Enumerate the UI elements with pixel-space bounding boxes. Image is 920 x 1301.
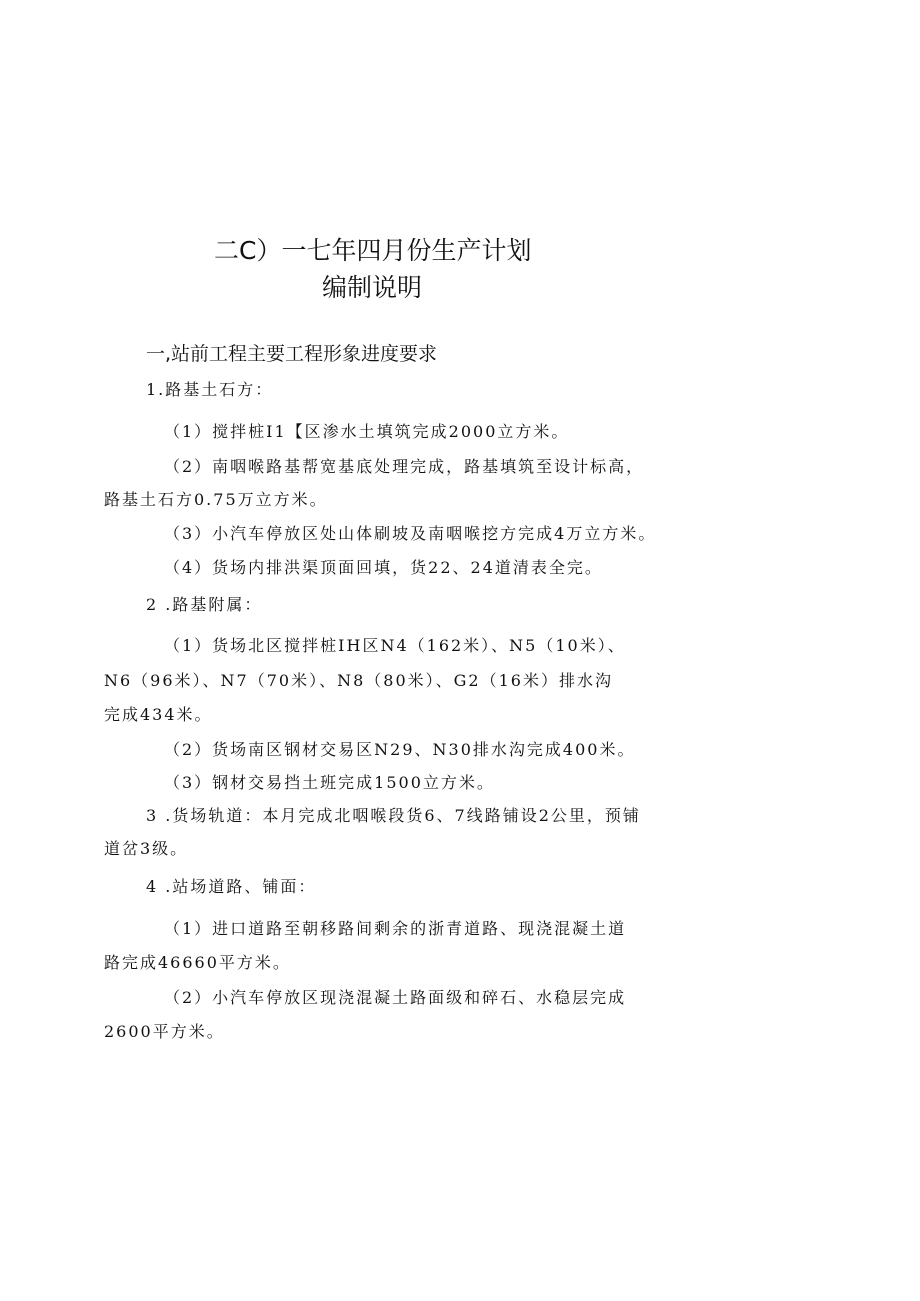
paragraph-line: （1）搅拌桩I1【区渗水土填筑完成2000立方米。	[164, 422, 570, 441]
item-heading-3: 3 .货场轨道：本月完成北咽喉段货6、7线路铺设2公里，预铺	[146, 806, 641, 825]
section-heading: 一,站前工程主要工程形象进度要求	[146, 343, 438, 365]
paragraph-line: N6（96米）、N7（70米）、N8（80米）、G2（16米）排水沟	[104, 671, 613, 690]
item-heading-4: 4 .站场道路、铺面：	[146, 877, 317, 896]
document-subtitle: 编制说明	[322, 273, 423, 302]
paragraph-line: （2）小汽车停放区现浇混凝土路面级和碎石、水稳层完成	[164, 988, 627, 1007]
paragraph-line: （3）钢材交易挡土班完成1500立方米。	[164, 773, 495, 792]
paragraph-line: 完成434米。	[104, 705, 213, 724]
paragraph-line: （3）小汽车停放区处山体刷坡及南咽喉挖方完成4万立方米。	[164, 524, 657, 543]
paragraph-line: （2）南咽喉路基帮宽基底处理完成，路基填筑至设计标高，	[164, 457, 645, 476]
paragraph-line: 路基土石方0.75万立方米。	[104, 490, 328, 509]
paragraph-line: 路完成46660平方米。	[104, 953, 291, 972]
paragraph-line: 道岔3级。	[104, 839, 189, 858]
paragraph-line: （1）进口道路至朝移路间剩余的浙青道路、现浇混凝土道	[164, 919, 627, 938]
paragraph-line: （2）货场南区钢材交易区N29、N30排水沟完成400米。	[164, 740, 636, 759]
paragraph-line: （1）货场北区搅拌桩IH区N4（162米）、N5（10米）、	[164, 636, 626, 655]
item-heading-1: 1.路基土石方：	[146, 380, 274, 399]
paragraph-line: 2600平方米。	[104, 1022, 225, 1041]
document-title: 二C）一七年四月份生产计划	[214, 236, 532, 265]
item-heading-2: 2 .路基附属：	[146, 595, 263, 614]
paragraph-line: （4）货场内排洪渠顶面回填，货22、24道清表全完。	[164, 558, 603, 577]
